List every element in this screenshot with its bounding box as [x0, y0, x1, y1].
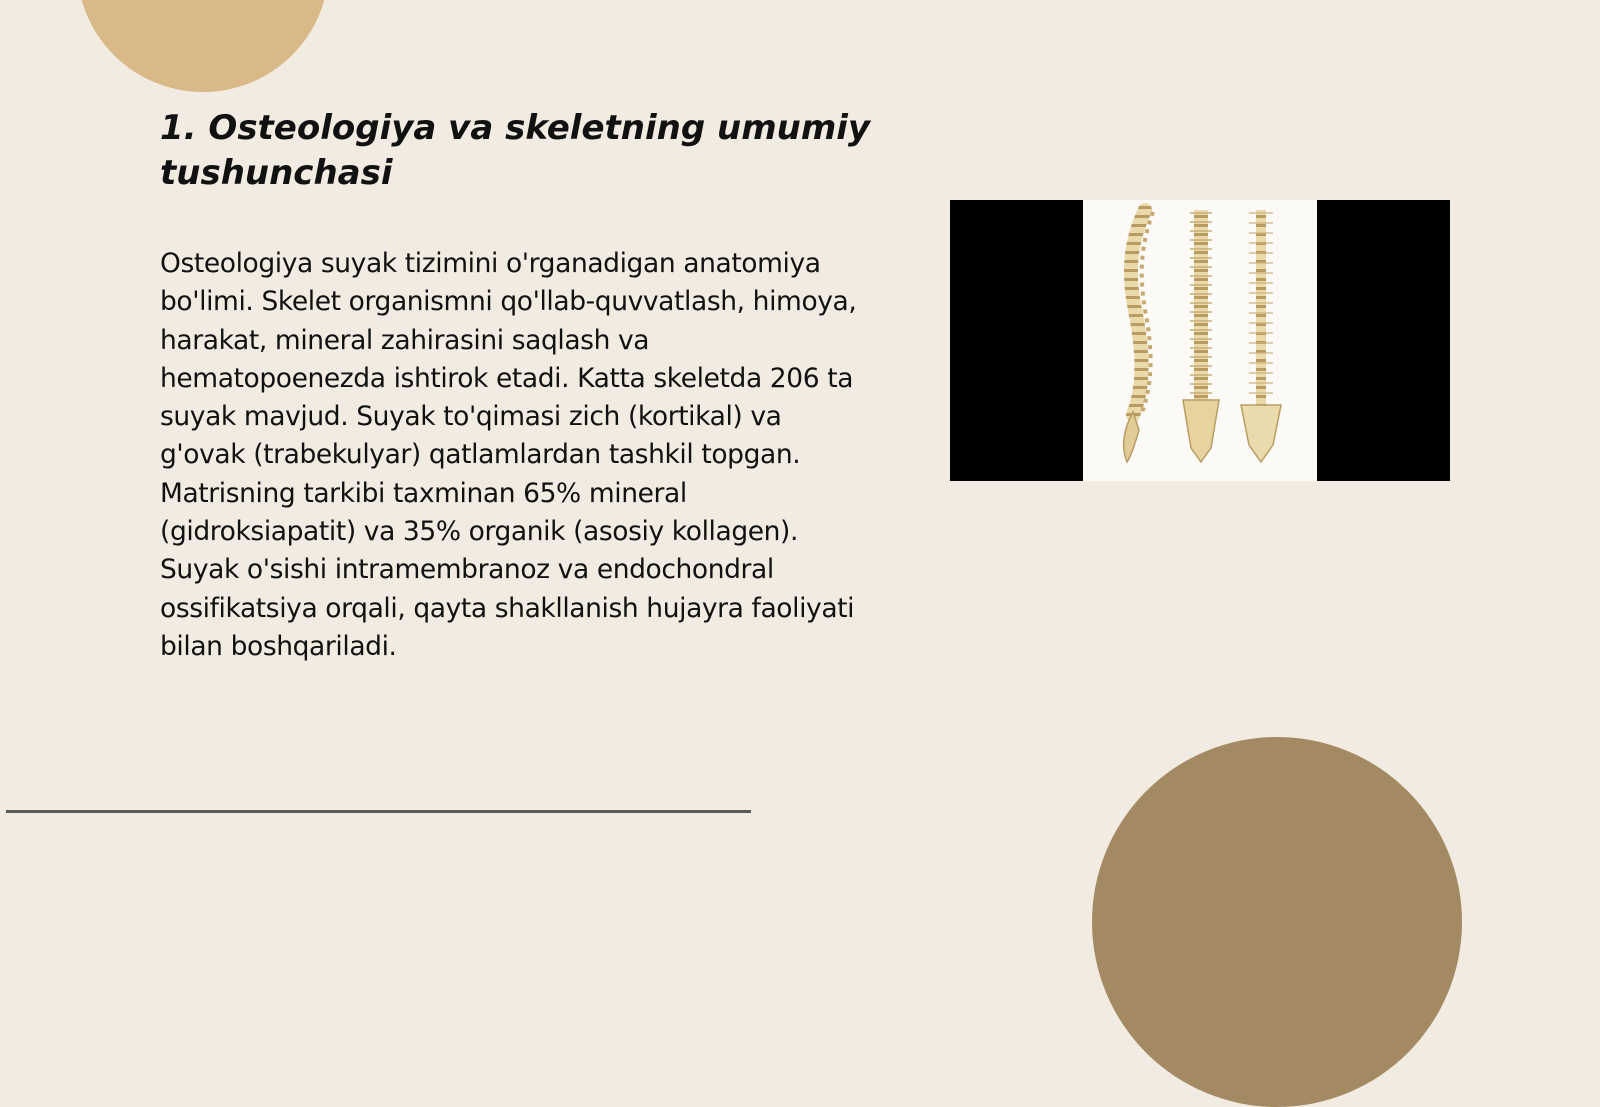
- decorative-circle-top: [77, 0, 329, 92]
- spine-lateral-view: [1124, 210, 1153, 462]
- spine-illustration-icon: [1083, 200, 1317, 481]
- spine-anterior-view: [1183, 210, 1219, 462]
- divider-line: [6, 810, 751, 813]
- slide-body-text: Osteologiya suyak tizimini o'rganadigan anatomiya bo'limi. Skelet organismni qo'llab-quvvatlash, himoya, harakat, mineral zahirasini saqlash va hematopoenezda ishtirok etadi. Katta skeletda 206 ta suyak mavjud. Suyak to'qimasi zich (kortikal) va g'ovak (trabekulyar) qatlamlardan tashkil topgan. Matrisning tarkibi taxminan 65% mineral (gidroksiapatit) va 35% organik (asosiy kollagen). Suyak o'sishi intramembranoz va endochondral ossifikatsiya orqali, qayta shakllanish hujayra faoliyati bilan boshqariladi.: [160, 248, 857, 662]
- spine-image: [950, 200, 1450, 481]
- decorative-circle-bottom: [1092, 737, 1462, 1107]
- slide-title: 1. Osteologiya va skeletning umumiy tushunchasi: [160, 108, 871, 193]
- spine-posterior-view: [1241, 210, 1281, 462]
- spine-illustration: [1083, 200, 1317, 481]
